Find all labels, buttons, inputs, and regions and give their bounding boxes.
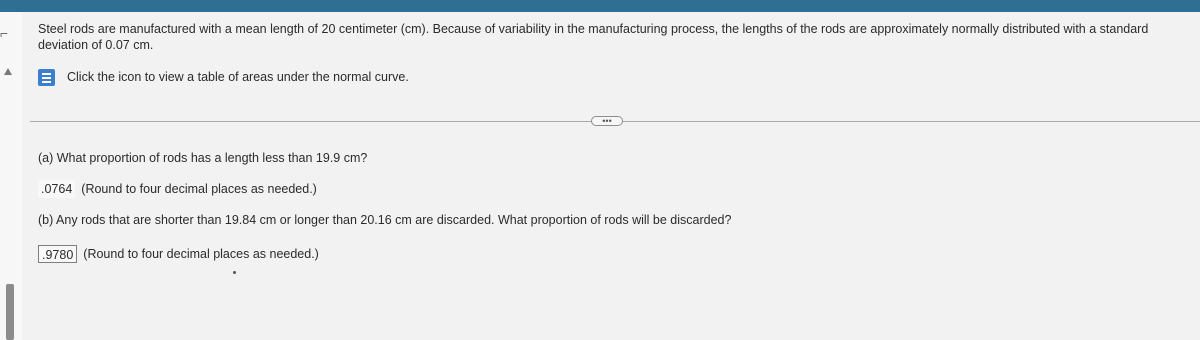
rounding-hint-b: (Round to four decimal places as needed.) [83,247,319,261]
cursor-dot [233,271,236,274]
table-icon[interactable] [38,69,55,86]
answer-row-a [38,180,317,198]
scrollbar-handle[interactable] [6,284,14,340]
normal-table-link-label: Click the icon to view a table of areas under the normal curve. [67,70,409,84]
question-a: (a) What proportion of rods has a length less than 19.9 cm? [38,151,368,165]
content-area [0,12,1200,340]
gutter-mark-icon: ⌐ [0,25,9,41]
normal-table-link[interactable] [38,68,409,86]
rounding-hint-a: (Round to four decimal places as needed.) [81,182,317,196]
problem-statement: Steel rods are manufactured with a mean length of 20 centimeter (cm). Because of variability in the manufacturing process, the lengths of the rods are approximately normally distributed with a standard deviation of 0.07 cm. [38,22,1149,52]
expand-more-button[interactable]: ••• [591,116,623,126]
question-b: (b) Any rods that are shorter than 19.84 cm or longer than 20.16 cm are discarded. What proportion of rods will be discarded? [38,213,732,227]
collapse-arrow-icon[interactable] [4,68,12,75]
answer-field-a[interactable]: .0764 [38,180,75,198]
answer-row-b [38,245,319,263]
top-bar [0,0,1200,12]
answer-field-b[interactable]: .9780 [38,245,77,263]
